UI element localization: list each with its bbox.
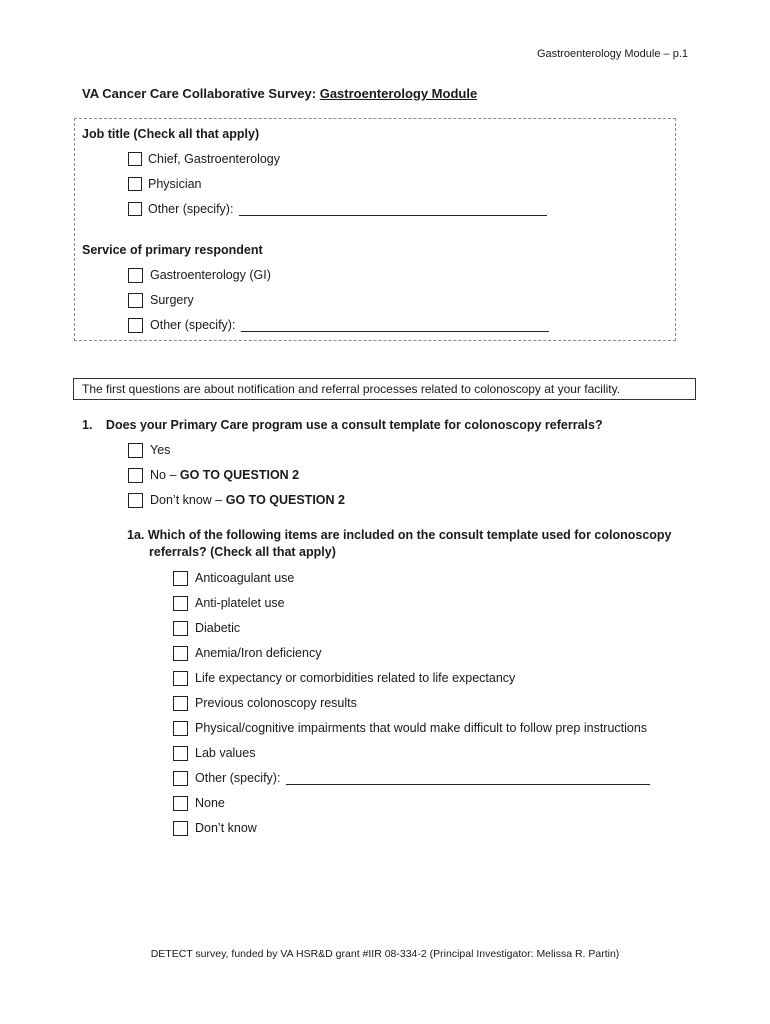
question-1-number: 1. — [82, 418, 93, 432]
q1-option-yes[interactable] — [128, 441, 170, 459]
checkbox[interactable] — [128, 493, 143, 508]
option-label: Anticoagulant use — [195, 571, 295, 585]
option-label: Life expectancy or comorbidities related to life expectancy — [195, 671, 516, 685]
q1a-option[interactable] — [173, 594, 285, 612]
service-option-other[interactable] — [128, 316, 549, 334]
option-text: Don’t know – — [150, 493, 226, 507]
q1a-option[interactable] — [173, 644, 321, 662]
option-label: Gastroenterology (GI) — [150, 268, 271, 282]
checkbox[interactable] — [128, 152, 142, 166]
survey-title — [82, 86, 477, 101]
skip-instruction: GO TO QUESTION 2 — [179, 468, 300, 482]
q1a-option[interactable] — [173, 669, 515, 687]
job-title-option-physician[interactable] — [128, 175, 202, 193]
option-text: No – — [150, 468, 180, 482]
survey-title-module: Gastroenterology Module — [319, 86, 478, 101]
option-label: Other (specify): — [148, 202, 234, 216]
checkbox[interactable] — [173, 671, 188, 686]
question-1a-line1: 1a. Which of the following items are included on the consult template used for colonoscopy — [127, 528, 672, 542]
option-label: Physical/cognitive impairments that would make difficult to follow prep instructions — [195, 721, 648, 735]
checkbox[interactable] — [173, 596, 188, 611]
q1a-option[interactable] — [173, 744, 255, 762]
service-option-surgery[interactable] — [128, 291, 194, 309]
option-label — [150, 468, 299, 482]
q1a-option[interactable] — [173, 619, 240, 637]
section-notice: The first questions are about notification and referral processes related to colonoscopy at your facility. — [73, 378, 696, 400]
checkbox[interactable] — [173, 796, 188, 811]
checkbox[interactable] — [128, 468, 143, 483]
service-heading: Service of primary respondent — [82, 243, 263, 257]
q1a-option[interactable] — [173, 819, 257, 837]
q1a-option-other[interactable] — [173, 769, 650, 787]
option-label: Other (specify): — [150, 318, 236, 332]
option-label: None — [195, 796, 225, 810]
question-1 — [82, 418, 603, 432]
q1-option-no[interactable] — [128, 466, 299, 484]
job-title-other-specify-line[interactable] — [239, 203, 547, 216]
checkbox[interactable] — [173, 571, 188, 586]
checkbox[interactable] — [128, 318, 143, 333]
q1a-option[interactable] — [173, 794, 225, 812]
footer-funding-note: DETECT survey, funded by VA HSR&D grant #IIR 08-334-2 (Principal Investigator: Melissa R. Partin) — [150, 948, 620, 960]
q1-option-dont-know[interactable] — [128, 491, 345, 509]
checkbox[interactable] — [128, 177, 142, 191]
option-label: Other (specify): — [195, 771, 281, 785]
option-label: Previous colonoscopy results — [195, 696, 357, 710]
option-label: Yes — [150, 443, 171, 457]
job-title-heading: Job title (Check all that apply) — [82, 127, 260, 141]
question-1-text: Does your Primary Care program use a consult template for colonoscopy referrals? — [105, 418, 603, 432]
option-label: Chief, Gastroenterology — [148, 152, 281, 166]
option-label: Lab values — [195, 746, 256, 760]
option-label: Anti-platelet use — [195, 596, 285, 610]
checkbox[interactable] — [173, 696, 188, 711]
option-label: Diabetic — [195, 621, 241, 635]
option-label: Don’t know — [195, 821, 257, 835]
option-label — [150, 493, 345, 507]
option-label: Anemia/Iron deficiency — [195, 646, 322, 660]
option-label: Surgery — [150, 293, 194, 307]
skip-instruction: GO TO QUESTION 2 — [225, 493, 345, 507]
checkbox[interactable] — [128, 202, 142, 216]
question-1a-line2: referrals? (Check all that apply) — [149, 545, 336, 559]
service-other-specify-line[interactable] — [241, 319, 549, 332]
checkbox[interactable] — [128, 293, 143, 308]
checkbox[interactable] — [173, 746, 188, 761]
checkbox[interactable] — [173, 621, 188, 636]
checkbox[interactable] — [128, 443, 143, 458]
page-label: Gastroenterology Module – p.1 — [536, 48, 688, 60]
checkbox[interactable] — [128, 268, 143, 283]
job-title-option-other[interactable] — [128, 200, 547, 218]
q1a-option[interactable] — [173, 694, 357, 712]
survey-title-prefix: VA Cancer Care Collaborative Survey: — [82, 86, 317, 101]
q1a-option[interactable] — [173, 569, 294, 587]
job-title-option-chief[interactable] — [128, 150, 280, 168]
q1a-other-specify-line[interactable] — [286, 772, 650, 785]
option-label: Physician — [148, 177, 202, 191]
checkbox[interactable] — [173, 771, 188, 786]
service-option-gi[interactable] — [128, 266, 271, 284]
checkbox[interactable] — [173, 721, 188, 736]
checkbox[interactable] — [173, 646, 188, 661]
checkbox[interactable] — [173, 821, 188, 836]
q1a-option[interactable] — [173, 719, 647, 737]
